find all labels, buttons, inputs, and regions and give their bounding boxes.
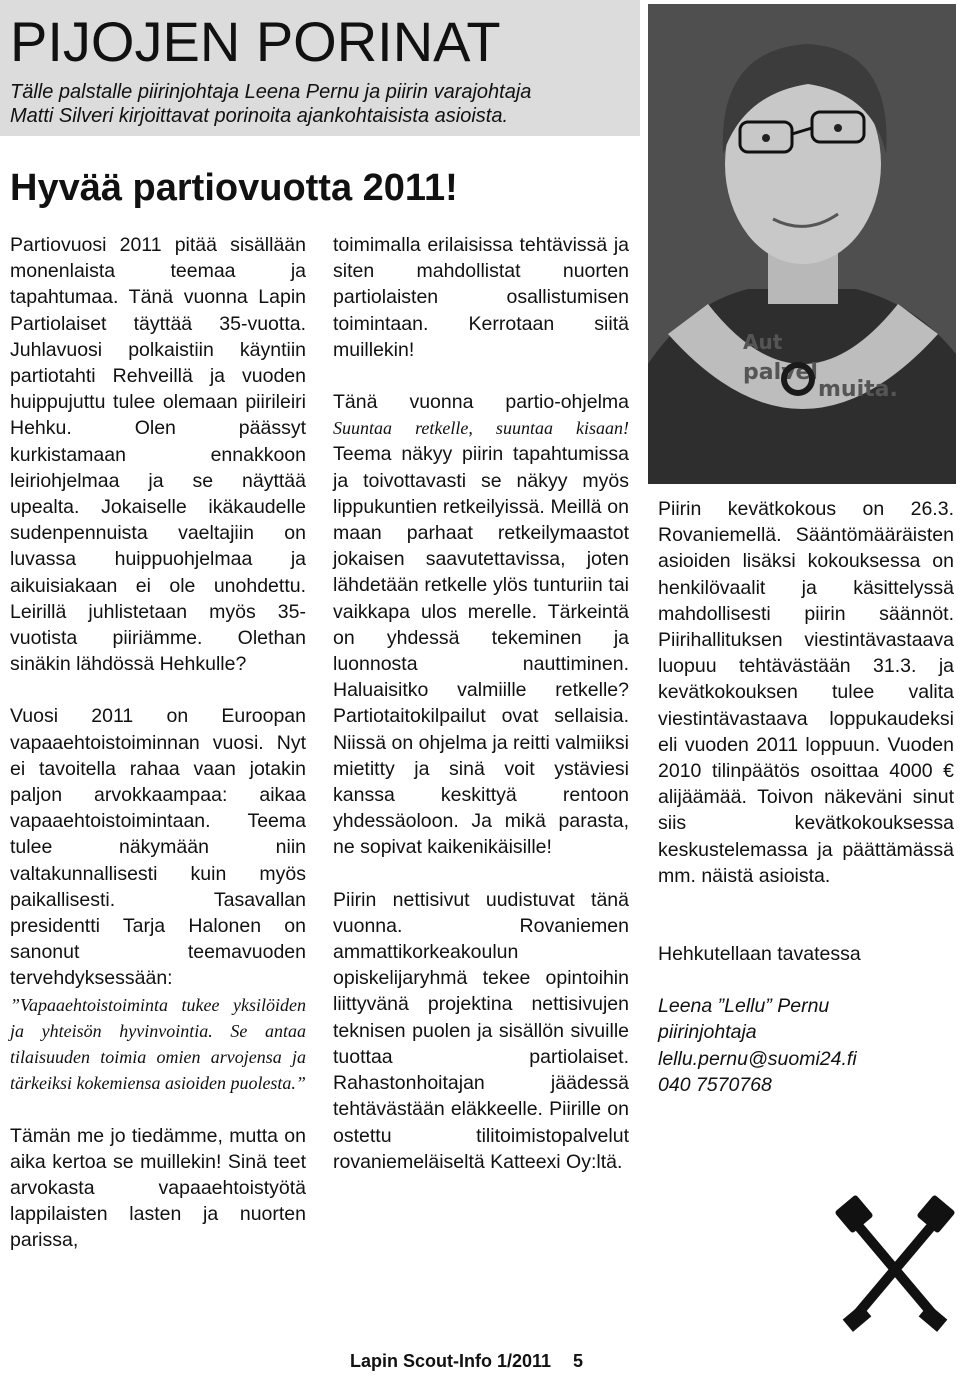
- paragraph: toimimalla erilaisissa tehtävissä ja siten mahdollistat nuorten partiolaisten osallistumisen toimintaan. Kerrotaan siitä muillekin!: [333, 234, 629, 361]
- paragraph: Tämän me jo tiedämme, mutta on aika kertoa se muillekin! Sinä teet arvokasta vapaaehtoistyötä lappilaisten lasten ja nuorten parissa,: [10, 1124, 306, 1252]
- paragraph-rest: Teema näkyy piirin tapahtumissa ja toivottavasti se näkyy myös lippukuntien retkeilyissä. Meillä on maan parhaat retkeilymaastot jokaisen saavutettavissa, joten lähdetään retkelle ylös tunturiin tai vaikkapa ulos merelle. Tärkeintä on yhdessä tekeminen ja luonnosta nauttiminen. Haluaisitko valmiille retkelle? Partiotaitokilpailut ovat sellaisia. Niissä on ohjelma ja reitti valmiiksi mietitty ja sinä voit ystäviesi kanssa keskittyä rentoon yhdessäoloon. Ja mikä parasta, ne sopivat kaikenikäisille!: [333, 443, 629, 859]
- article-column-1: [10, 232, 306, 1254]
- program-slogan: Suuntaa retkelle, suuntaa kisaan!: [333, 418, 629, 439]
- president-quote: ”Vapaaehtoistoiminta tukee yksilöiden ja yhteisön hyvinvointia. Se antaa tilaisuuden toimia omien arvojensa ja tärkeiksi kokemiensa asioiden puolesta.”: [10, 994, 306, 1094]
- column-title: PIJOJEN PORINAT: [10, 10, 501, 73]
- signature-phone: 040 7570768: [658, 1073, 772, 1096]
- page-footer: [350, 1350, 583, 1372]
- scarf-text-1: Aut: [743, 330, 783, 354]
- signature-role: piirinjohtaja: [658, 1021, 757, 1044]
- paragraph: Partiovuosi 2011 pitää sisällään monenlaista teemaa ja tapahtumaa. Tänä vuonna Lapin Partiolaiset täyttää 35-vuotta. Juhlavuosi polkaistiin käyntiin partiotahti Rehveillä ja vuoden huippujuttu tulee olemaan piirileiri Hehku. Olen päässyt kurkistamaan ennakkoon leiriohjelmaa ja se näyttää upealta. Jokaiselle ikäkaudelle sudenpennuista vaeltajiin on luvassa huippuohjelmaa ja aikuisiakaan ei ole unohdettu. Leirillä juhlistetaan myös 35-vuotista piiriämme. Olethan sinäkin lähdössä Hehkulle?: [10, 234, 306, 676]
- scarf-text-3: muita.: [818, 377, 898, 402]
- article-headline: Hyvää partiovuotta 2011!: [10, 167, 458, 209]
- publication-name: Lapin Scout-Info 1/2011: [350, 1351, 552, 1371]
- signature-email: lellu.pernu@suomi24.fi: [658, 1047, 857, 1070]
- paragraph: Vuosi 2011 on Euroopan vapaaehtoistoiminnan vuosi. Nyt ei tavoitella rahaa vaan jotakin paljon arvokkaampaa: aikaa vapaaehtoistoimintaan. Teema tulee näkymään niin valtakunnallisesti kuin myös paikallisesti. Tasavallan presidentti Tarja Halonen on sanonut teemavuoden tervehdyksessään:: [10, 705, 306, 990]
- column-intro: [10, 80, 635, 128]
- crossed-keys-icon: [835, 1192, 955, 1347]
- paragraph: Piirin kevätkokous on 26.3. Rovaniemellä. Sääntömääräisten asioiden lisäksi kokouksessa on henkilövaalit ja käsittelyssä mahdollisesti piirin säännöt. Piirihallituksen viestintävastaava luopuu tehtävästään 31.3. ja kevätkokouksen tulee valita viestintävastaava loppukaudeksi eli vuoden 2011 loppuun. Vuoden 2010 tilinpäätös osoittaa 4000 € alijäämää. Toivon näkeväni sinut siis kevätkokouksessa keskustelemassa ja päättämässä mm. näistä asioista.: [658, 498, 954, 887]
- article-column-3: [658, 496, 954, 1098]
- intro-line-1: Tälle palstalle piirinjohtaja Leena Pernu ja piirin varajohtaja: [10, 81, 532, 103]
- paragraph: Piirin nettisivut uudistuvat tänä vuonna. Rovaniemen ammattikorkeakoulun opiskelijaryhmä tekee opintoihin liittyvänä projektina nettisivujen teknisen puolen ja sisällön sivuille tuottaa partiolaiset. Rahastonhoitajan jäädessä tehtävästään eläkkeelle. Piirille on ostettu tilitoimistopalvelut rovaniemeläiseltä Katteexi Oy:ltä.: [333, 888, 629, 1173]
- signature-name: Leena ”Lellu” Pernu: [658, 995, 830, 1018]
- signature-block: [658, 993, 954, 1098]
- article-column-2: [333, 232, 629, 1175]
- greeting: Hehkutellaan tavatessa: [658, 943, 861, 966]
- page-number: 5: [573, 1351, 584, 1371]
- portrait-photo: [648, 4, 956, 484]
- scarf-text-2: palvel: [743, 360, 818, 385]
- paragraph-intro: Tänä vuonna partio-ohjelma: [333, 391, 629, 414]
- paragraph: [333, 389, 629, 861]
- intro-line-2: Matti Silveri kirjoittavat porinoita ajankohtaisista asioista.: [10, 105, 508, 127]
